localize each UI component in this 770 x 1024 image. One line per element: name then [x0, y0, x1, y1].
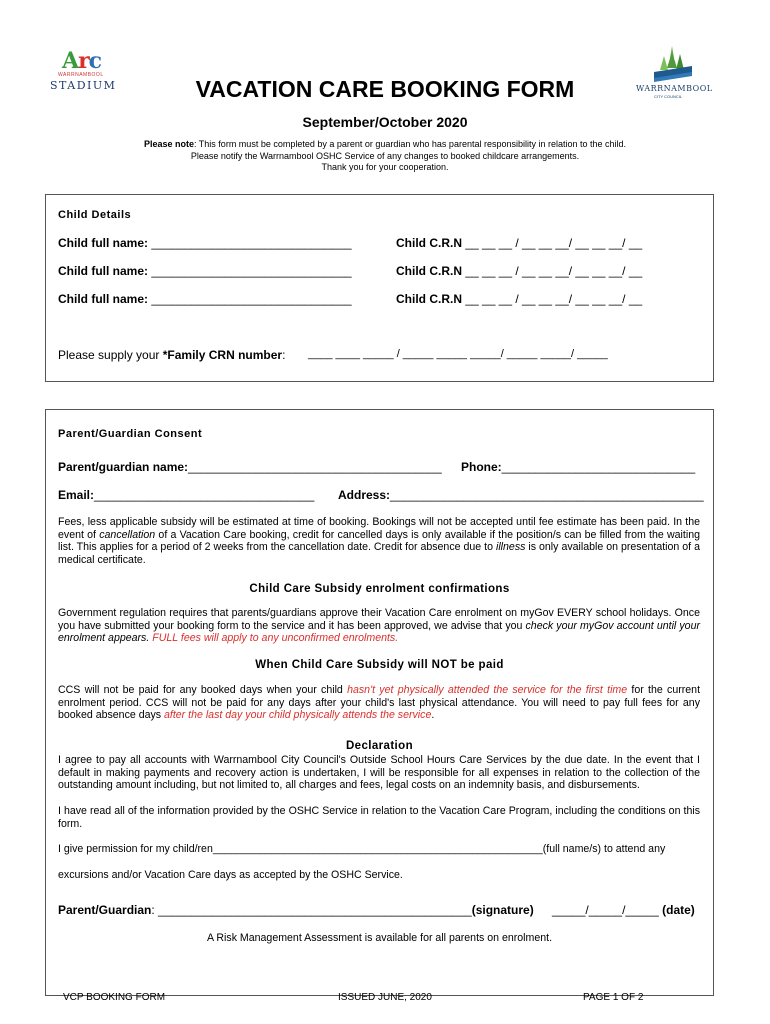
- ccs-enrolment-heading: Child Care Subsidy enrolment confirmations: [249, 583, 510, 595]
- note-line-1: [0, 139, 770, 149]
- arc-logo-stadium: STADIUM: [50, 79, 117, 92]
- child-name-field-1[interactable]: Child full name: ______________________________: [58, 236, 352, 250]
- family-crn-field[interactable]: ____ ____ _____ / _____ _____ _____/ _____ _____/ _____: [308, 348, 608, 360]
- form-subtitle: September/October 2020: [302, 114, 468, 130]
- child-details-section: [45, 194, 714, 382]
- address-field[interactable]: Address:_______________________________________________: [338, 488, 704, 502]
- parent-name-field[interactable]: Parent/guardian name:______________________________________: [58, 460, 442, 474]
- declaration-paragraph: I agree to pay all accounts with Warrnambool City Council's Outside School Hours Care Services by the due date. In the event that I default in making payments and recovery action is undertaken, I will be responsible for all expenses in relation to the collection of the outstanding amount including, but not limited to, all charges and fees, legal costs on an indemnity basis, and disbursements.: [58, 754, 700, 792]
- child-name-field-2[interactable]: Child full name: ______________________________: [58, 264, 352, 278]
- permission-field[interactable]: I give permission for my child/ren________________________________________________________(full name/s) to attend any: [58, 843, 666, 855]
- note-line-2: Please notify the Warrnambool OSHC Service of any changes to booked childcare arrangements.: [190, 151, 580, 161]
- note-label: Please note: [143, 139, 194, 149]
- read-information-paragraph: I have read all of the information provided by the OSHC Service in relation to the Vacation Care Program, including the conditions on this form.: [58, 805, 700, 830]
- note-line-3: Thank you for your cooperation.: [321, 162, 449, 172]
- arc-logo-mark: Arc: [62, 48, 102, 74]
- footer-issue-date: ISSUED JUNE, 2020: [338, 992, 432, 1003]
- child-crn-field-2[interactable]: Child C.R.N __ __ __ / __ __ __/ __ __ __/ __: [396, 264, 643, 278]
- child-name-field-3[interactable]: Child full name: ______________________________: [58, 292, 352, 306]
- council-logo-tagline: CITY COUNCIL: [654, 94, 683, 99]
- excursions-text: excursions and/or Vacation Care days as accepted by the OSHC Service.: [58, 869, 403, 881]
- child-crn-field-3[interactable]: Child C.R.N __ __ __ / __ __ __/ __ __ __/ __: [396, 292, 643, 306]
- signature-field[interactable]: Parent/Guardian: _______________________________________________(signature): [58, 903, 534, 917]
- ccs-not-paid-paragraph: CCS will not be paid for any booked days when your child hasn't yet physically attended the service for the first time for the current enrolment period. CCS will not be paid for any days after your child's last physical attendance. You will need to pay full fees for any booked absence days after the last day your child physically attends the service.: [58, 684, 701, 722]
- ccs-not-paid-heading: When Child Care Subsidy will NOT be paid: [255, 659, 504, 671]
- phone-field[interactable]: Phone:_____________________________: [461, 460, 696, 474]
- family-crn-label: Please supply your *Family CRN number:: [58, 348, 286, 362]
- consent-heading: Parent/Guardian Consent: [58, 428, 203, 440]
- arc-logo-subtitle: WARRNAMBOOL: [58, 72, 104, 78]
- declaration-heading: Declaration: [345, 740, 414, 752]
- council-logo-name: WARRNAMBOOL: [636, 84, 713, 93]
- risk-management-note: A Risk Management Assessment is available for all parents on enrolment.: [206, 932, 553, 944]
- fees-paragraph: Fees, less applicable subsidy will be estimated at time of booking. Bookings will not be accepted until fee estimate has been paid. In the event of cancellation of a Vacation Care booking, credit for cancelled days is only available if the position/s can be filled from the waiting list. This applies for a period of 2 weeks from the cancellation date. Credit for absence due to illness is only available on presentation of a medical certificate.: [58, 516, 700, 566]
- footer-page-number: PAGE 1 OF 2: [583, 992, 644, 1003]
- email-field[interactable]: Email:_________________________________: [58, 488, 315, 502]
- note-text-1: : This form must be completed by a parent or guardian who has parental responsibility in relation to the child.: [193, 139, 627, 149]
- parent-consent-section: [45, 409, 714, 996]
- child-details-heading: Child Details: [58, 209, 132, 221]
- ccs-enrolment-paragraph: Government regulation requires that parents/guardians approve their Vacation Care enrolment on myGov EVERY school holidays. Once you have submitted your booking form to the service and it has been approved, we advise that you check your myGov account until your enrolment appears. FULL fees will apply to any unconfirmed enrolments.: [58, 607, 700, 645]
- footer-form-name: VCP BOOKING FORM: [63, 992, 166, 1003]
- form-title: VACATION CARE BOOKING FORM: [195, 76, 575, 102]
- date-field[interactable]: _____/_____/_____ (date): [552, 903, 695, 917]
- child-crn-field-1[interactable]: Child C.R.N __ __ __ / __ __ __/ __ __ __/ __: [396, 236, 643, 250]
